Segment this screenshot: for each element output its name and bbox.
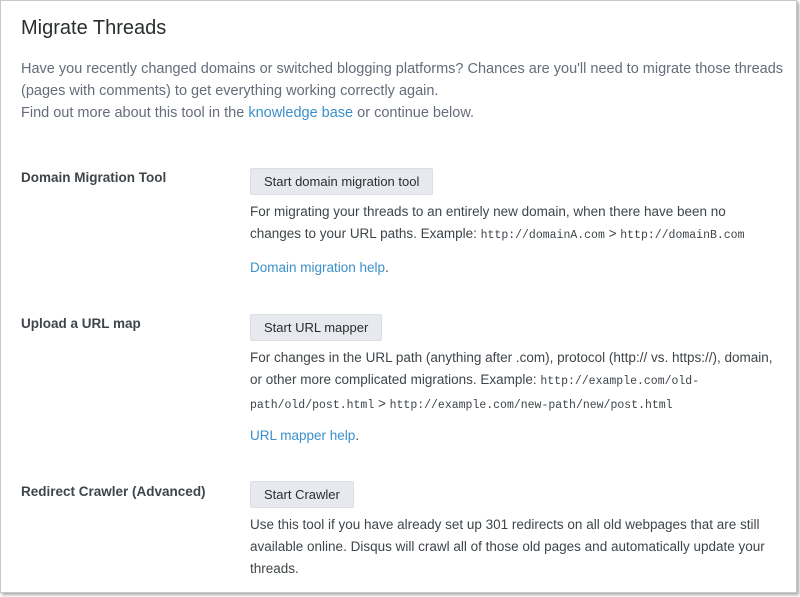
redirect-crawler-description: Use this tool if you have already set up 301 redirects on all old webpages that are still available online. Disqus will crawl all of those old pages and automatically update your threads. xyxy=(250,517,765,576)
url-map-label: Upload a URL map xyxy=(21,316,141,331)
domain-example-arrow: > xyxy=(604,226,621,241)
domain-migration-help-link[interactable]: Domain migration help xyxy=(250,260,386,275)
start-crawler-button[interactable]: Start Crawler xyxy=(250,481,354,508)
domain-help-line xyxy=(250,260,389,275)
intro-kb-line xyxy=(21,102,791,124)
intro-suffix: or continue below. xyxy=(353,105,475,121)
intro-paragraph: Have you recently changed domains or switched blogging platforms? Chances are you'll need to migrate those threads (pages with comments) to get everything working correctly again. xyxy=(21,61,784,99)
domain-example-from: http://domainA.com xyxy=(480,229,605,242)
page-title: Migrate Threads xyxy=(21,17,167,39)
url-map-example-to: http://example.com/new-path/new/post.html xyxy=(389,399,673,412)
url-map-help-line xyxy=(250,428,359,443)
url-map-description xyxy=(250,347,780,417)
domain-help-period: . xyxy=(385,260,389,275)
url-map-help-period: . xyxy=(355,428,360,443)
url-map-example-from: http://example.com/old-path/old/post.html xyxy=(250,375,700,412)
knowledge-base-link[interactable]: knowledge base xyxy=(248,105,354,121)
start-url-mapper-button[interactable]: Start URL mapper xyxy=(250,314,382,341)
domain-example-to: http://domainB.com xyxy=(620,229,745,242)
intro-text xyxy=(21,58,791,124)
intro-prefix: Find out more about this tool in the xyxy=(21,105,249,121)
domain-migration-label: Domain Migration Tool xyxy=(21,170,167,185)
url-map-desc-text: For changes in the URL path (anything after .com), protocol (http:// vs. https://), domain, or other more complicated migrations. Example: xyxy=(250,350,773,387)
url-map-example-arrow: > xyxy=(374,396,390,411)
url-mapper-help-link[interactable]: URL mapper help xyxy=(250,428,356,443)
start-domain-migration-button[interactable]: Start domain migration tool xyxy=(250,168,433,195)
redirect-crawler-label: Redirect Crawler (Advanced) xyxy=(21,484,206,499)
domain-desc-text: For migrating your threads to an entirely new domain, when there have been no changes to your URL paths. Example: xyxy=(250,204,726,241)
domain-migration-description xyxy=(250,201,780,247)
